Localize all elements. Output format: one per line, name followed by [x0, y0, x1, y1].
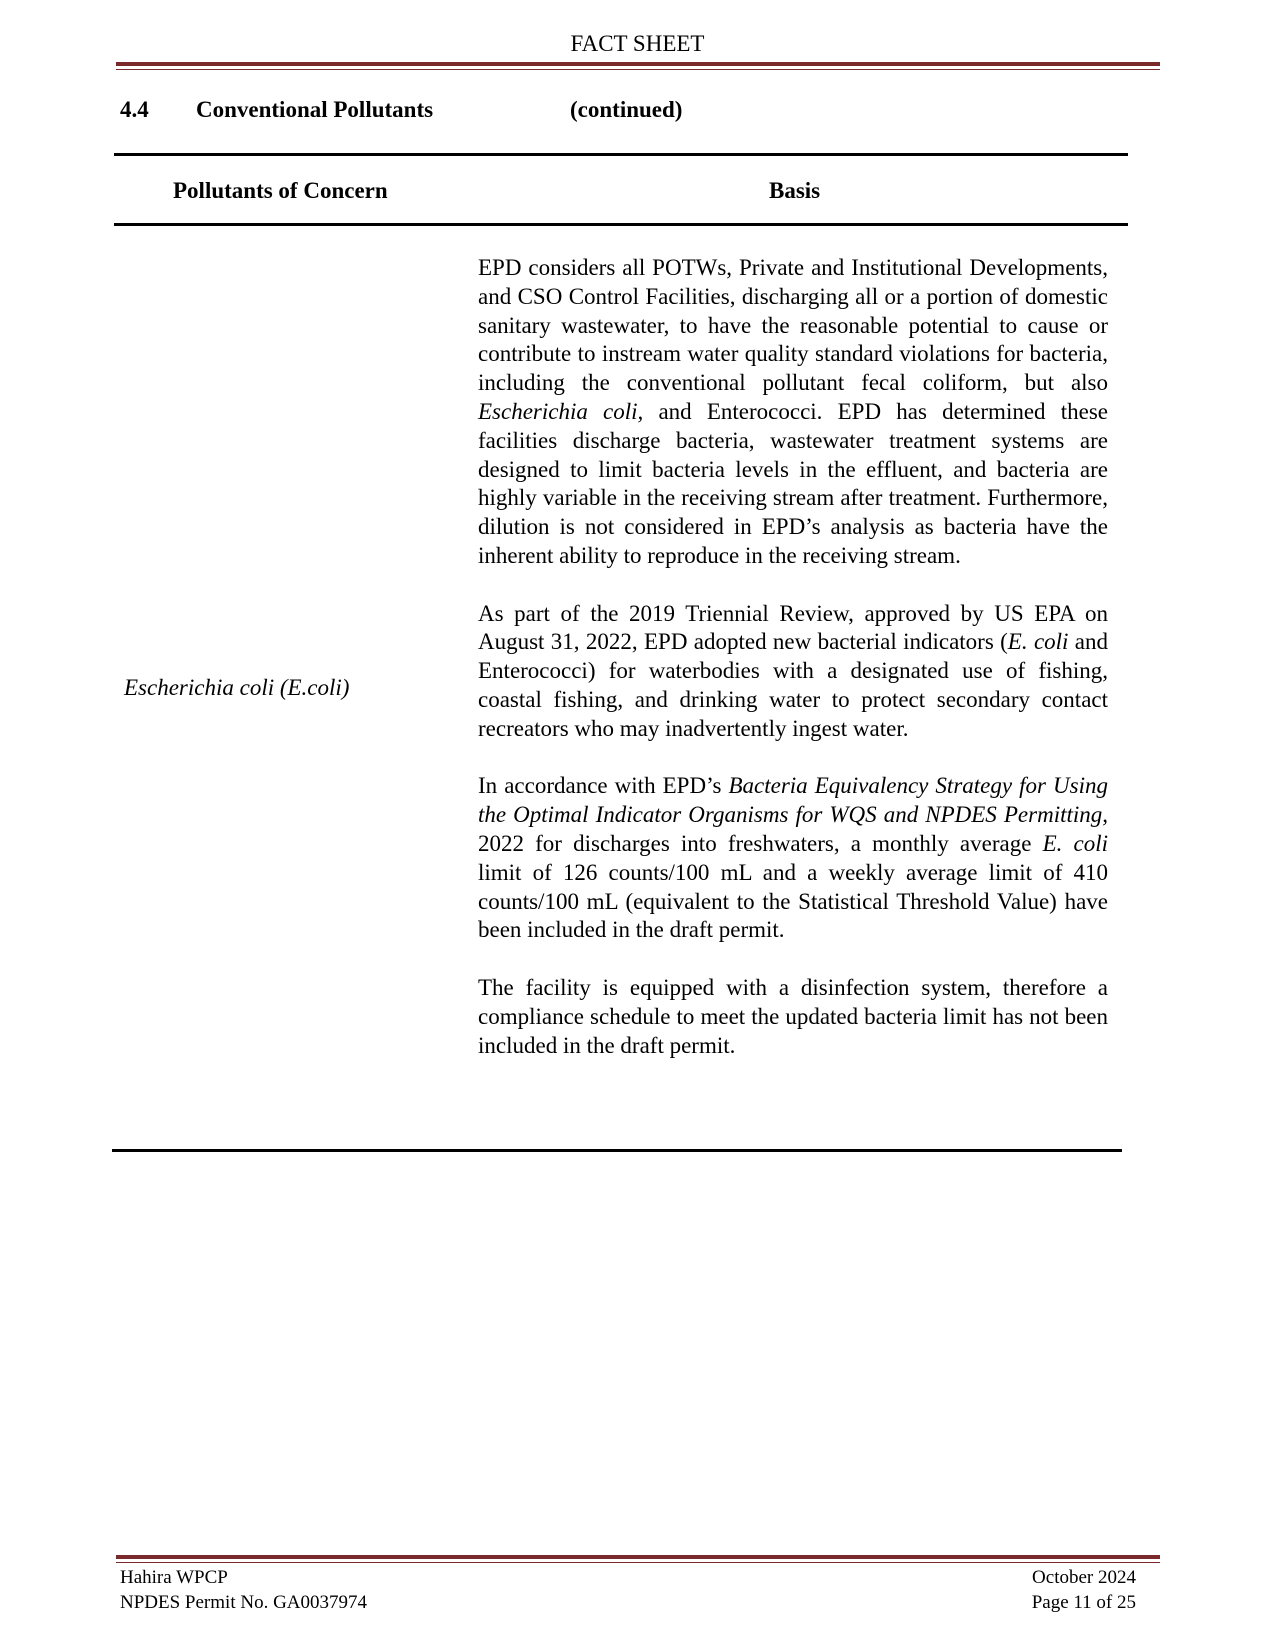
- footer-rule-thin: [116, 1562, 1160, 1563]
- footer-facility: Hahira WPCP: [120, 1567, 228, 1588]
- header-rule-thin: [116, 69, 1160, 70]
- basis-paragraph-2: As part of the 2019 Triennial Review, approved by US EPA on August 31, 2022, EPD adopted new bacterial indicators (E. coli and Enterococci) for waterbodies with a designated use of fishing, coastal fishing, and drinking water to protect secondary contact recreators who may inadvertently ingest water.: [478, 600, 1108, 741]
- section-continued: (continued): [570, 97, 683, 122]
- column-header-basis: Basis: [769, 178, 821, 203]
- pollutant-name: Escherichia coli (E.coli): [124, 675, 350, 700]
- basis-text: [478, 254, 1108, 1089]
- page-header-title: FACT SHEET: [570, 31, 705, 56]
- section-number: 4.4: [120, 97, 149, 122]
- footer-date: October 2024: [1032, 1567, 1136, 1588]
- footer-rule: [116, 1555, 1160, 1559]
- basis-paragraph-4: The facility is equipped with a disinfection system, therefore a compliance schedule to meet the updated bacteria limit has not been included in the draft permit.: [478, 974, 1108, 1058]
- basis-paragraph-3: In accordance with EPD’s Bacteria Equivalency Strategy for Using the Optimal Indicator Organisms for WQS and NPDES Permitting, 2022 for discharges into freshwaters, a monthly average E. coli limit of 126 counts/100 mL and a weekly average limit of 410 counts/100 mL (equivalent to the Statistical Threshold Value) have been included in the draft permit.: [478, 773, 1108, 943]
- basis-paragraph-1: EPD considers all POTWs, Private and Institutional Developments, and CSO Control Facilities, discharging all or a portion of domestic sanitary wastewater, to have the reasonable potential to cause or contribute to instream water quality standard violations for bacteria, including the conventional pollutant fecal coliform, but also Escherichia coli, and Enterococci. EPD has determined these facilities discharge bacteria, wastewater treatment systems are designed to limit bacteria levels in the effluent, and bacteria are highly variable in the receiving stream after treatment. Furthermore, dilution is not considered in EPD’s analysis as bacteria have the inherent ability to reproduce in the receiving stream.: [478, 255, 1108, 568]
- table-bottom-rule: [112, 1149, 1122, 1152]
- footer-page-number: Page 11 of 25: [1031, 1592, 1136, 1613]
- footer-permit-number: NPDES Permit No. GA0037974: [120, 1592, 368, 1613]
- table-header-rule: [114, 223, 1128, 226]
- header-rule: [116, 62, 1160, 66]
- section-title: Conventional Pollutants: [196, 97, 434, 122]
- table-top-rule: [114, 153, 1128, 156]
- column-header-pollutants: Pollutants of Concern: [173, 178, 388, 203]
